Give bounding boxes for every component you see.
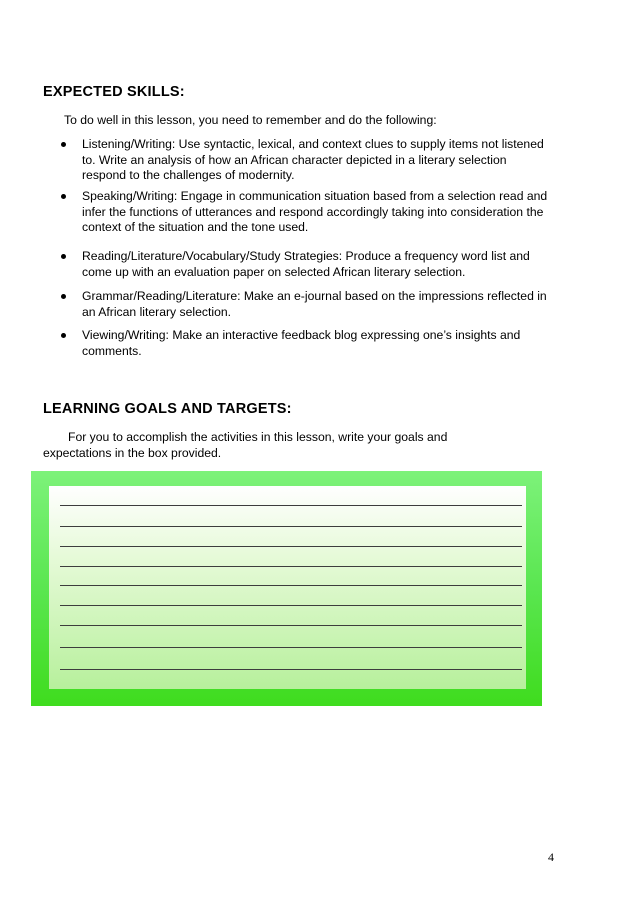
bullet-icon [61, 294, 66, 299]
goals-writing-box [31, 471, 542, 706]
page-number: 4 [548, 850, 554, 864]
bullet-icon [61, 142, 66, 147]
list-item-text: Reading/Literature/Vocabulary/Study Strategies: Produce a frequency word list and come up with an evaluation paper on selected African literary selection. [82, 249, 530, 279]
writing-line [60, 647, 522, 648]
list-item-text: Viewing/Writing: Make an interactive feedback blog expressing one’s insights and comments. [82, 328, 521, 358]
list-item [82, 249, 552, 280]
list-item [82, 189, 552, 236]
writing-line [60, 566, 522, 567]
list-item [82, 137, 552, 184]
writing-line [60, 605, 522, 606]
bullet-icon [61, 254, 66, 259]
writing-line [60, 585, 522, 586]
list-item-text: Speaking/Writing: Engage in communication situation based from a selection read and infer the functions of utterances and respond accordingly taking into consideration the context of the situation and the tone used. [82, 189, 548, 234]
lined-paper[interactable] [49, 486, 526, 689]
writing-line [60, 526, 522, 527]
writing-line [60, 546, 522, 547]
list-item-text: Listening/Writing: Use syntactic, lexical, and context clues to supply items not listened to. Write an analysis of how an African character depicted in a literary selection respond to the challenges of modernity. [82, 137, 544, 182]
list-item [82, 328, 552, 359]
expected-skills-heading: EXPECTED SKILLS: [43, 84, 185, 100]
expected-skills-intro: To do well in this lesson, you need to remember and do the following: [64, 113, 437, 127]
writing-line [60, 669, 522, 670]
learning-goals-text: For you to accomplish the activities in this lesson, write your goals and expectations in the box provided. [43, 430, 448, 460]
bullet-icon [61, 333, 66, 338]
list-item [82, 289, 552, 320]
writing-line [60, 625, 522, 626]
learning-goals-heading: LEARNING GOALS AND TARGETS: [43, 401, 292, 417]
list-item-text: Grammar/Reading/Literature: Make an e-journal based on the impressions reflected in an African literary selection. [82, 289, 547, 319]
writing-line [60, 505, 522, 506]
bullet-icon [61, 194, 66, 199]
